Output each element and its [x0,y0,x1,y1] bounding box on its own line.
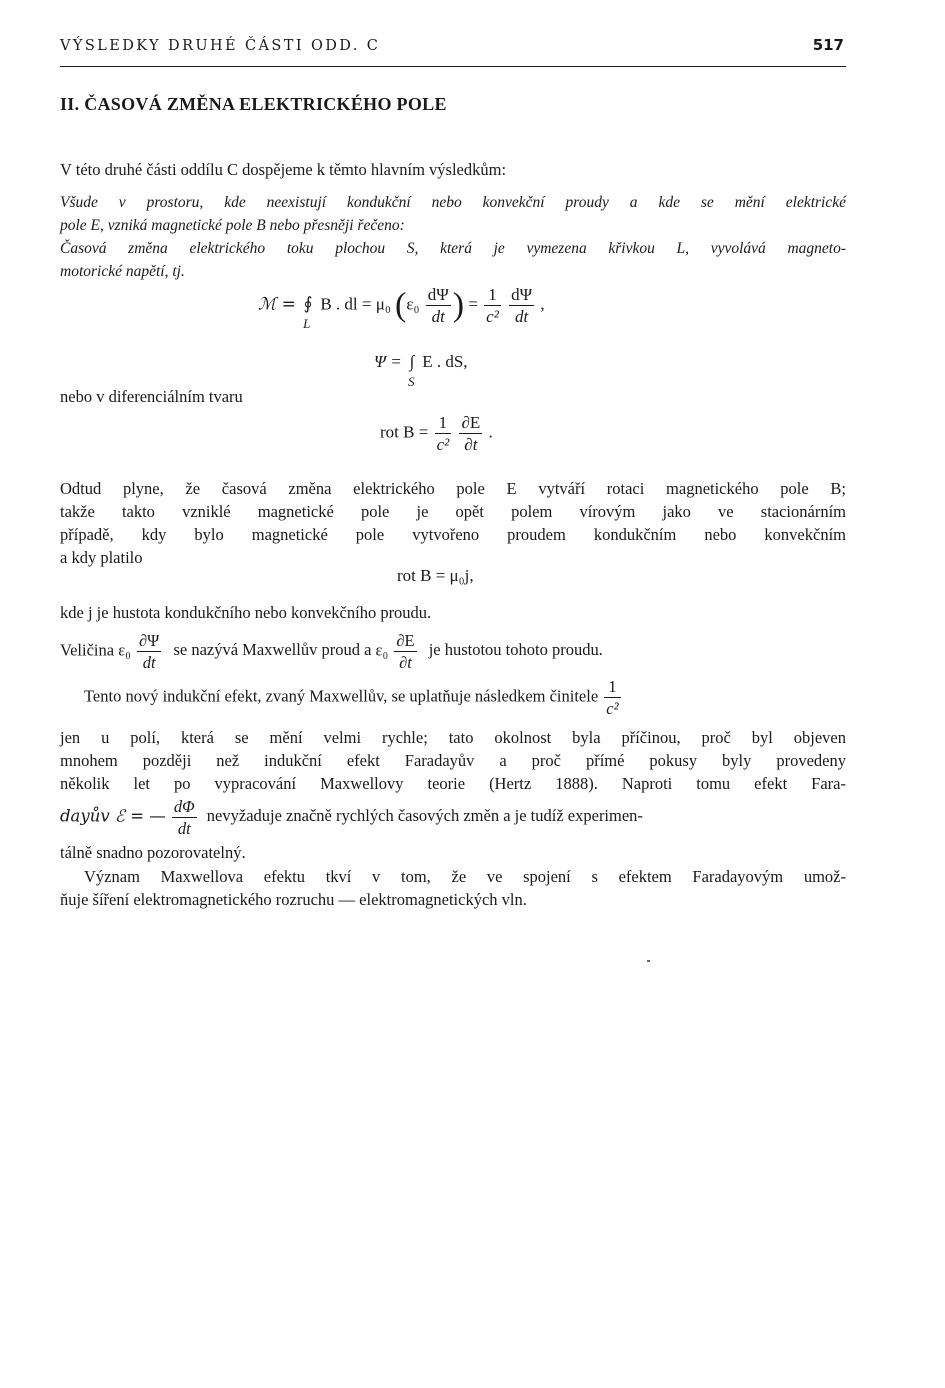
intro-paragraph: V této druhé části oddílu C dospějeme k těmto hlavním výsledkům: [60,160,507,179]
running-header [60,36,846,67]
paragraph-rotation [60,477,846,569]
para5-fraction-2: $\frac{d\Phi}{dt}$ [173,797,195,838]
eq3-lhs: rot B = [380,422,429,442]
italic-line-3: Časová změna elektrického toku plochou S, která je vymezena křivkou L, vyvolává magneto- [60,240,846,257]
italic-line-1: Všude v prostoru, kde neexistují kondukční nebo konvekční proudy a kde se mění elektrické [60,194,846,211]
eq1-epsilon: ε₀ [406,294,420,314]
paragraph-current-density: kde j je hustota kondukčního nebo konvekčního proudu. [60,603,432,622]
paragraph-maxwell-current: Veličina ε₀ $\frac{\partial\Psi}{dt}$ se nazývá Maxwellův proud a ε₀ $\frac{\partial E}{\partial t}$ je hustotou tohoto proudu. [60,631,603,672]
eq1-fraction-1: $\frac{d\Psi}{dt}$ [427,285,449,326]
eq3-fraction-1: $\frac{1}{\text{c²}}$ [436,413,450,454]
para5-line-6: tálně snadno pozorovatelný. [60,843,246,862]
para5-line-4: několik let po vypracování Maxwellovy teorie (Hertz 1888). Naproti tomu efekt Fara- [60,774,846,793]
para4-fraction-1: $\frac{\partial\Psi}{dt}$ [139,631,160,672]
italic-statement [60,191,846,283]
eq2-lhs: Ψ = [374,352,402,371]
eq1-integral-subscript: L [303,316,311,332]
eq1-term: B . dl = μ₀ [320,294,391,314]
para6-line-2: ňuje šíření elektromagnetického rozruchu — elektromagnetických vln. [60,890,527,909]
eq1-fraction-3: $\frac{d\Psi}{dt}$ [511,285,533,326]
paragraph-induction [60,726,846,795]
eq3-fraction-2: $\frac{\partial E}{\partial t}$ [461,413,481,454]
eq2-integral-subscript: S [407,374,415,389]
surface-integral-sign: ∫ [409,352,415,371]
eq1-lhs: ℳ = [258,294,296,315]
para5-line-5: dayův ℰ = — $\frac{d\Phi}{dt}$ nevyžaduje značně rychlých časových změn a je tudíž experimen- [60,797,643,838]
para5-line-1: Tento nový indukční efekt, zvaný Maxwellův, se uplatňuje následkem činitele $\frac{1}{\text{c²}}$ [84,677,619,718]
para6-line-1: Význam Maxwellova efektu tkví v tom, že ve spojení s efektem Faradayovým umož- [84,867,846,886]
para2-line-1: Odtud plyne, že časová změna elektrického pole E vytváří rotaci magnetického pole B; [60,479,846,498]
section-title: II. ČASOVÁ ZMĚNA ELEKTRICKÉHO POLE [60,94,447,114]
equation-rot-b: rot B = $\frac{1}{\text{c²}}$ $\frac{\partial E}{\partial t}$ . [380,413,493,454]
para2-line-3: případě, kdy bylo magnetické pole vytvořeno proudem kondukčním nebo konvekčním [60,525,846,544]
print-speck [647,960,650,962]
equation-magnetomotive: ℳ = ∮ L B . dl = μ₀ (ε₀ $\frac{d\Psi}{dt}$ ) = $\frac{1}{\text{c²}}$ $\frac{d\Psi}{dt}$ , [258,285,545,332]
contour-integral-sign: ∮ [303,294,313,314]
para5-line-2: jen u polí, která se mění velmi rychle; tato okolnost byla příčinou, proč byl objeven [60,728,846,747]
running-title: VÝSLEDKY DRUHÉ ČÁSTI ODD. C [60,38,381,54]
differential-intro: nebo v diferenciálním tvaru [60,387,243,406]
italic-line-2: pole E, vzniká magnetické pole B nebo přesněji řečeno: [60,217,405,234]
para5-line-3: mnohem později než indukční efekt Faradayův a proč přímé pokusy byly provedeny [60,751,846,770]
eq1-equals: = [468,294,478,314]
eq2-term: E . dS, [422,352,468,371]
eq1-fraction-2: $\frac{1}{\text{c²}}$ [486,285,499,326]
paragraph-significance [60,865,846,911]
equation-flux [374,352,468,389]
page-number: 517 [812,36,844,54]
para4-fraction-2: $\frac{\partial E}{\partial t}$ [396,631,415,672]
para2-line-2: takže takto vzniklé magnetické pole je opět polem vírovým jako ve stacionárním [60,502,846,521]
para2-line-4: a kdy platilo [60,548,143,567]
italic-line-4: motorické napětí, tj. [60,263,185,280]
equation-stationary: rot B = μ₀j, [397,566,474,585]
para5-fraction-1: $\frac{1}{\text{c²}}$ [606,677,619,718]
